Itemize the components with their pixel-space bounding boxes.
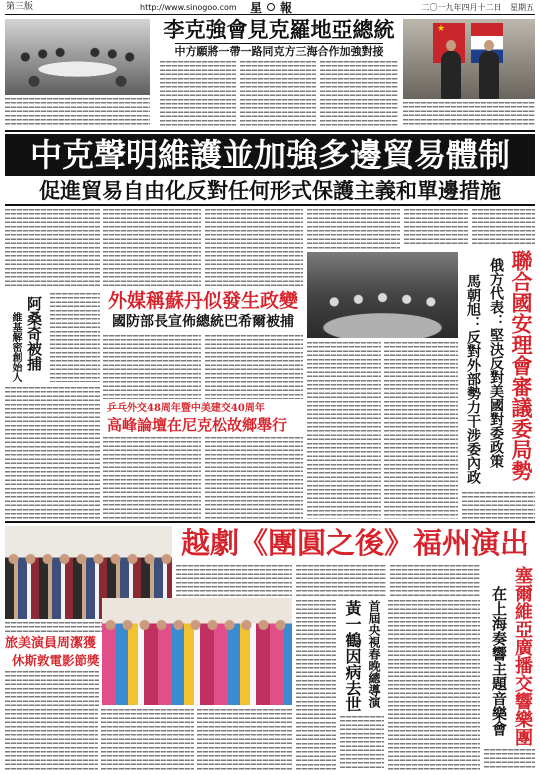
- huang-yihe-kicker: 首屆央視春晚總導演: [367, 600, 381, 708]
- person-silhouette-icon: [441, 51, 461, 99]
- banner-headline: 中克聲明維護並加強多邊貿易體制: [5, 134, 535, 176]
- top-story-headline: 李克強會見克羅地亞總統: [163, 17, 395, 42]
- body-text-block: [484, 749, 535, 770]
- body-text-block: [5, 671, 99, 706]
- photo-security-council: [307, 252, 458, 338]
- photo-leaders-with-flags: [403, 19, 535, 99]
- page-number: 第三版: [6, 2, 34, 12]
- serbia-headline: 塞爾維亞廣播交響樂團: [512, 566, 533, 746]
- body-text-block: [388, 600, 480, 770]
- body-text-block: [5, 209, 100, 288]
- un-council-headline: 聯合國安理會審議委局勢: [509, 250, 534, 481]
- assange-headline: 阿桑奇被捕: [25, 296, 43, 371]
- zhou-jie-headline-line-1: 旅美演員周潔獲: [5, 636, 97, 651]
- body-text-block: [205, 335, 303, 399]
- photo-caption-text: [403, 102, 535, 127]
- body-text-block: [103, 335, 201, 399]
- body-text-block: [340, 716, 384, 770]
- un-council-subheadline-ma-zhaoxu: 馬朝旭：反對外部勢力干涉委內政: [465, 274, 481, 484]
- body-text-block: [296, 565, 386, 597]
- top-story-subheadline: 中方願將一帶一路同克方三海合作加強對接: [174, 45, 384, 58]
- people-heads: [102, 618, 292, 632]
- zhou-jie-headline-line-2: 休斯敦電影節獎: [12, 653, 100, 668]
- body-text-block: [472, 209, 535, 246]
- body-text-block: [320, 61, 398, 127]
- masthead-emblem-icon: [267, 3, 275, 11]
- section-rule: [5, 204, 535, 206]
- body-text-block: [307, 342, 381, 519]
- website-url: http://www.sinogoo.com: [140, 3, 237, 12]
- body-text-block: [240, 61, 316, 127]
- section-rule: [5, 521, 535, 523]
- body-text-block: [50, 293, 100, 382]
- body-text-block: [205, 209, 303, 288]
- people-heads: [5, 552, 172, 566]
- body-text-block: [205, 437, 303, 519]
- body-text-block: [176, 565, 292, 596]
- body-text-block: [307, 209, 400, 249]
- body-text-block: [101, 709, 194, 770]
- body-text-block: [160, 61, 236, 127]
- photo-caption-text: [5, 98, 150, 127]
- masthead: [250, 0, 292, 14]
- issue-date: [421, 2, 534, 13]
- sudan-subheadline: 國防部長宣佈總統巴希爾被捕: [112, 314, 294, 330]
- bottom-headline: 越劇《團圓之後》福州演出: [180, 526, 529, 560]
- body-text-block: [5, 709, 98, 770]
- ping-pong-headline: 高峰論壇在尼克松故鄉舉行: [107, 416, 288, 434]
- body-text-block: [5, 387, 100, 519]
- top-story-rule: [175, 43, 383, 44]
- body-text-block: [384, 342, 458, 519]
- banner-subheadline: 促進貿易自由化反對任何形式保護主義和單邊措施: [39, 178, 501, 203]
- masthead-char-right: 報: [280, 0, 293, 15]
- sudan-headline: 外媒稱蘇丹似發生政變: [107, 290, 298, 312]
- body-text-block: [296, 600, 336, 770]
- weekday-text: 星期五: [510, 3, 534, 12]
- photo-meeting: [5, 19, 150, 95]
- person-silhouette-icon: [479, 51, 499, 99]
- ping-pong-kicker: 乒乓外交48周年暨中美建交40周年: [107, 403, 265, 414]
- huang-yihe-headline: 黃一鶴因病去世: [343, 600, 362, 712]
- body-text-block: [462, 492, 535, 519]
- assange-kicker: 維基解密創始人: [10, 312, 21, 382]
- photo-dancers: [102, 598, 292, 705]
- date-text: 二〇一九年四月十二日: [421, 3, 502, 12]
- body-text-block: [103, 437, 201, 519]
- body-text-block: [390, 565, 480, 597]
- header-rule: [5, 14, 535, 15]
- body-text-block: [197, 709, 292, 770]
- body-text-block: [103, 209, 201, 288]
- masthead-char-left: 星: [250, 0, 263, 15]
- un-council-subheadline-russia: 俄方代表：堅決反對美國對委政策: [488, 258, 504, 468]
- body-text-block: [404, 209, 468, 246]
- serbia-subheadline: 在上海奏響主題音樂會: [490, 586, 508, 736]
- section-rule: [5, 130, 535, 132]
